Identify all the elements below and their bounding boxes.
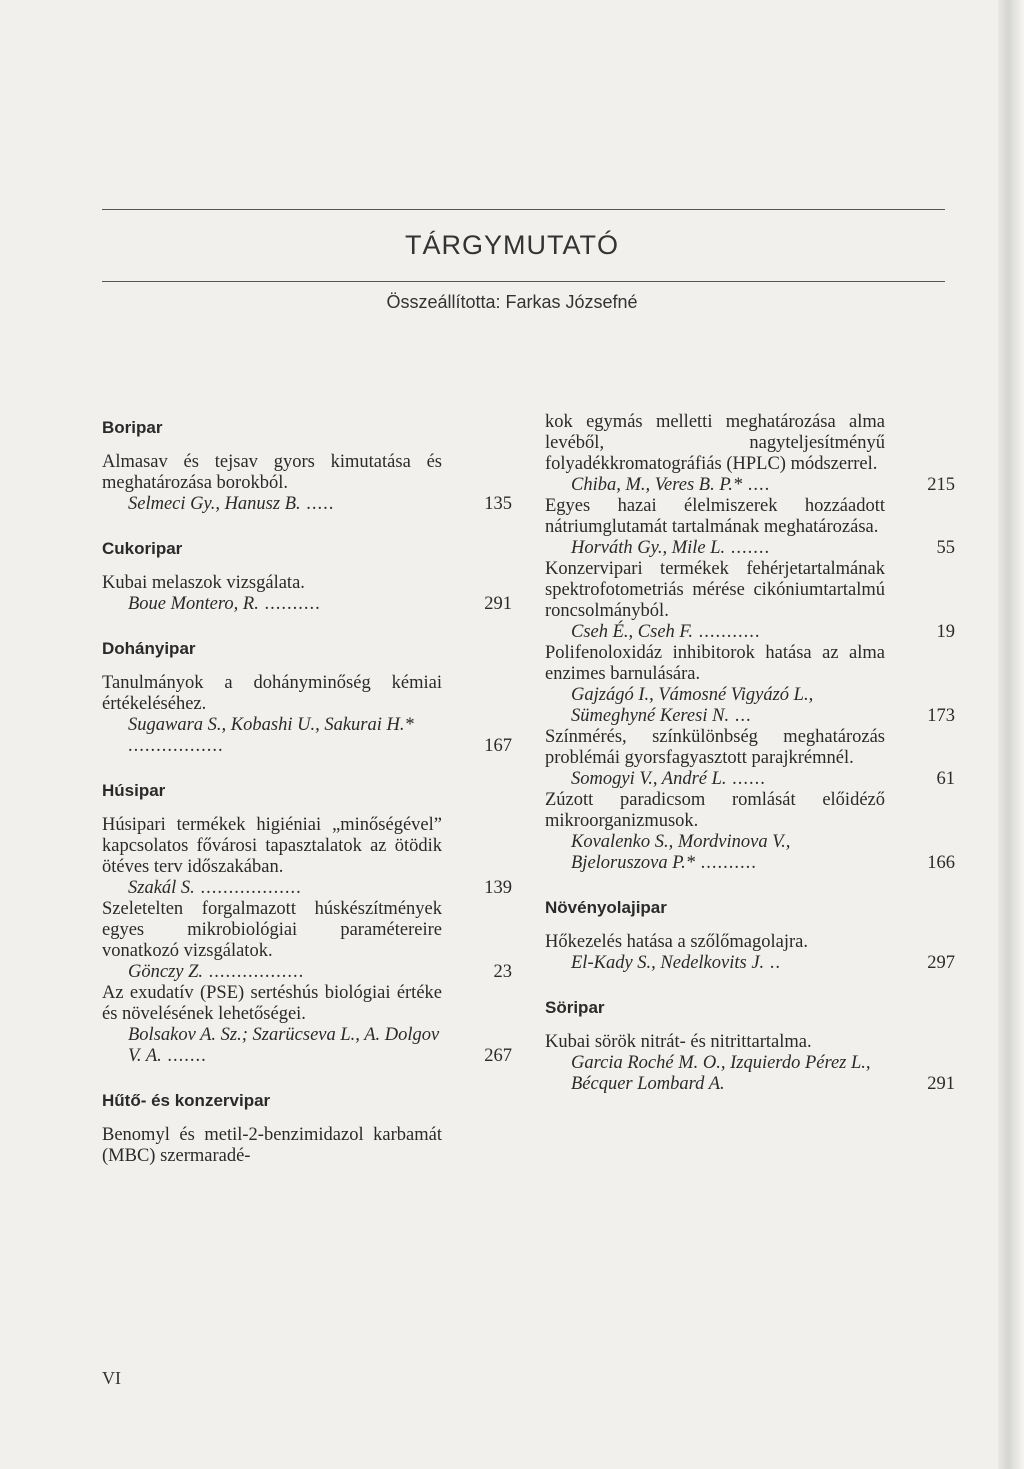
entry-authors: El-Kady S., Nedelkovits J. .. (571, 953, 782, 973)
entry-authors: Horváth Gy., Mile L. ....... (571, 538, 771, 558)
index-entry (545, 496, 955, 559)
entry-authors: Boue Montero, R. .......... (128, 594, 321, 614)
index-entry (545, 559, 955, 643)
entry-page-number: 61 (936, 769, 955, 789)
index-entry (545, 932, 955, 974)
index-entry (102, 1125, 512, 1167)
entry-page-number: 215 (927, 475, 955, 495)
section-heading: Söripar (545, 998, 605, 1017)
entry-page-number: 135 (484, 494, 512, 514)
entry-authors: Garcia Roché M. O., Izquierdo Pérez L., Bécquer Lombard A. (571, 1053, 871, 1094)
entry-title: Egyes hazai élelmiszerek hozzáadott nátriumglutamát tartalmának meghatározása. (545, 496, 885, 537)
index-entry (545, 643, 955, 727)
entry-page-number: 55 (936, 538, 955, 558)
index-entry (545, 1032, 955, 1095)
page-edge-shadow (998, 0, 1024, 1469)
index-entry (102, 673, 512, 757)
index-entry-continued (545, 412, 955, 496)
entry-page-number: 19 (936, 622, 955, 642)
entry-page-number: 139 (484, 878, 512, 898)
entry-page-number: 167 (484, 736, 512, 756)
entry-title: Almasav és tejsav gyors kimutatása és meghatározása borokból. (102, 452, 442, 493)
index-entry (545, 790, 955, 874)
entry-title: Kubai melaszok vizsgálata. (102, 573, 305, 593)
entry-page-number: 297 (927, 953, 955, 973)
entry-title: Hőkezelés hatása a szőlőmagolajra. (545, 932, 808, 952)
page-number-footer: VI (102, 1368, 121, 1388)
compiler-credit: Összeállította: Farkas Józsefné (386, 292, 638, 312)
index-entry (102, 573, 512, 615)
entry-authors: Bolsakov A. Sz.; Szarücseva L., A. Dolgov V. A. ....... (128, 1025, 440, 1066)
entry-page-number: 267 (484, 1046, 512, 1066)
section-heading: Cukoripar (102, 539, 183, 558)
entry-authors: Szakál S. .................. (128, 878, 302, 898)
index-entry (102, 983, 512, 1067)
section-heading: Növényolajipar (545, 898, 667, 917)
section-heading: Dohányipar (102, 639, 196, 658)
entry-authors: Sugawara S., Kobashi U., Sakurai H.* ................. (128, 715, 414, 756)
entry-page-number: 291 (484, 594, 512, 614)
index-entry (102, 899, 512, 983)
section-heading: Húsipar (102, 781, 166, 800)
entry-authors: Somogyi V., André L. ...... (571, 769, 766, 789)
left-column (102, 412, 512, 1167)
entry-title: Polifenoloxidáz inhibitorok hatása az alma enzimes barnulására. (545, 643, 885, 684)
index-entry (102, 815, 512, 899)
entry-title: Szeletelten forgalmazott húskészítmények egyes mikrobiológiai paramétereire vonatkozó vizsgálatok. (102, 899, 442, 961)
page-title: TÁRGYMUTATÓ (405, 230, 619, 260)
entry-title: Tanulmányok a dohányminőség kémiai értékeléséhez. (102, 673, 442, 714)
header-rule-bottom (102, 281, 945, 282)
entry-title: Benomyl és metil-2-benzimidazol karbamát (MBC) szermaradé- (102, 1125, 442, 1166)
entry-page-number: 23 (493, 962, 512, 982)
entry-page-number: 173 (927, 706, 955, 726)
entry-title: kok egymás melletti meghatározása alma levéből, nagyteljesítményű folyadékkromatográfiás (HPLC) módszerrel. (545, 412, 885, 474)
entry-title: Az exudatív (PSE) sertéshús biológiai értéke és növelésének lehetőségei. (102, 983, 442, 1024)
header-rule-top (102, 209, 945, 210)
entry-authors: Kovalenko S., Mordvinova V., Bjeloruszova P.* .......... (571, 832, 791, 873)
entry-title: Zúzott paradicsom romlását előidéző mikroorganizmusok. (545, 790, 885, 831)
entry-authors: Selmeci Gy., Hanusz B. ..... (128, 494, 335, 514)
entry-title: Kubai sörök nitrát- és nitrittartalma. (545, 1032, 812, 1052)
entry-title: Konzervipari termékek fehérjetartalmának spektrofotometriás mérése cikóniumtartalmú roncsolmányból. (545, 559, 885, 621)
entry-authors: Gönczy Z. ................. (128, 962, 305, 982)
entry-page-number: 291 (927, 1074, 955, 1094)
right-column (545, 412, 955, 1095)
entry-page-number: 166 (927, 853, 955, 873)
entry-title: Húsipari termékek higiéniai „minőségével” kapcsolatos fővárosi tapasztalatok az ötödik ötéves terv időszakában. (102, 815, 442, 877)
section-heading: Boripar (102, 418, 163, 437)
entry-authors: Chiba, M., Veres B. P.* .... (571, 475, 771, 495)
entry-title: Színmérés, színkülönbség meghatározás problémái gyorsfagyasztott parajkrémnél. (545, 727, 885, 768)
section-heading: Hűtő- és konzervipar (102, 1091, 271, 1110)
index-entry (545, 727, 955, 790)
entry-authors: Gajzágó I., Vámosné Vigyázó L., Sümeghyné Keresi N. ... (571, 685, 814, 726)
index-entry (102, 452, 512, 515)
entry-authors: Cseh É., Cseh F. ........... (571, 622, 761, 642)
